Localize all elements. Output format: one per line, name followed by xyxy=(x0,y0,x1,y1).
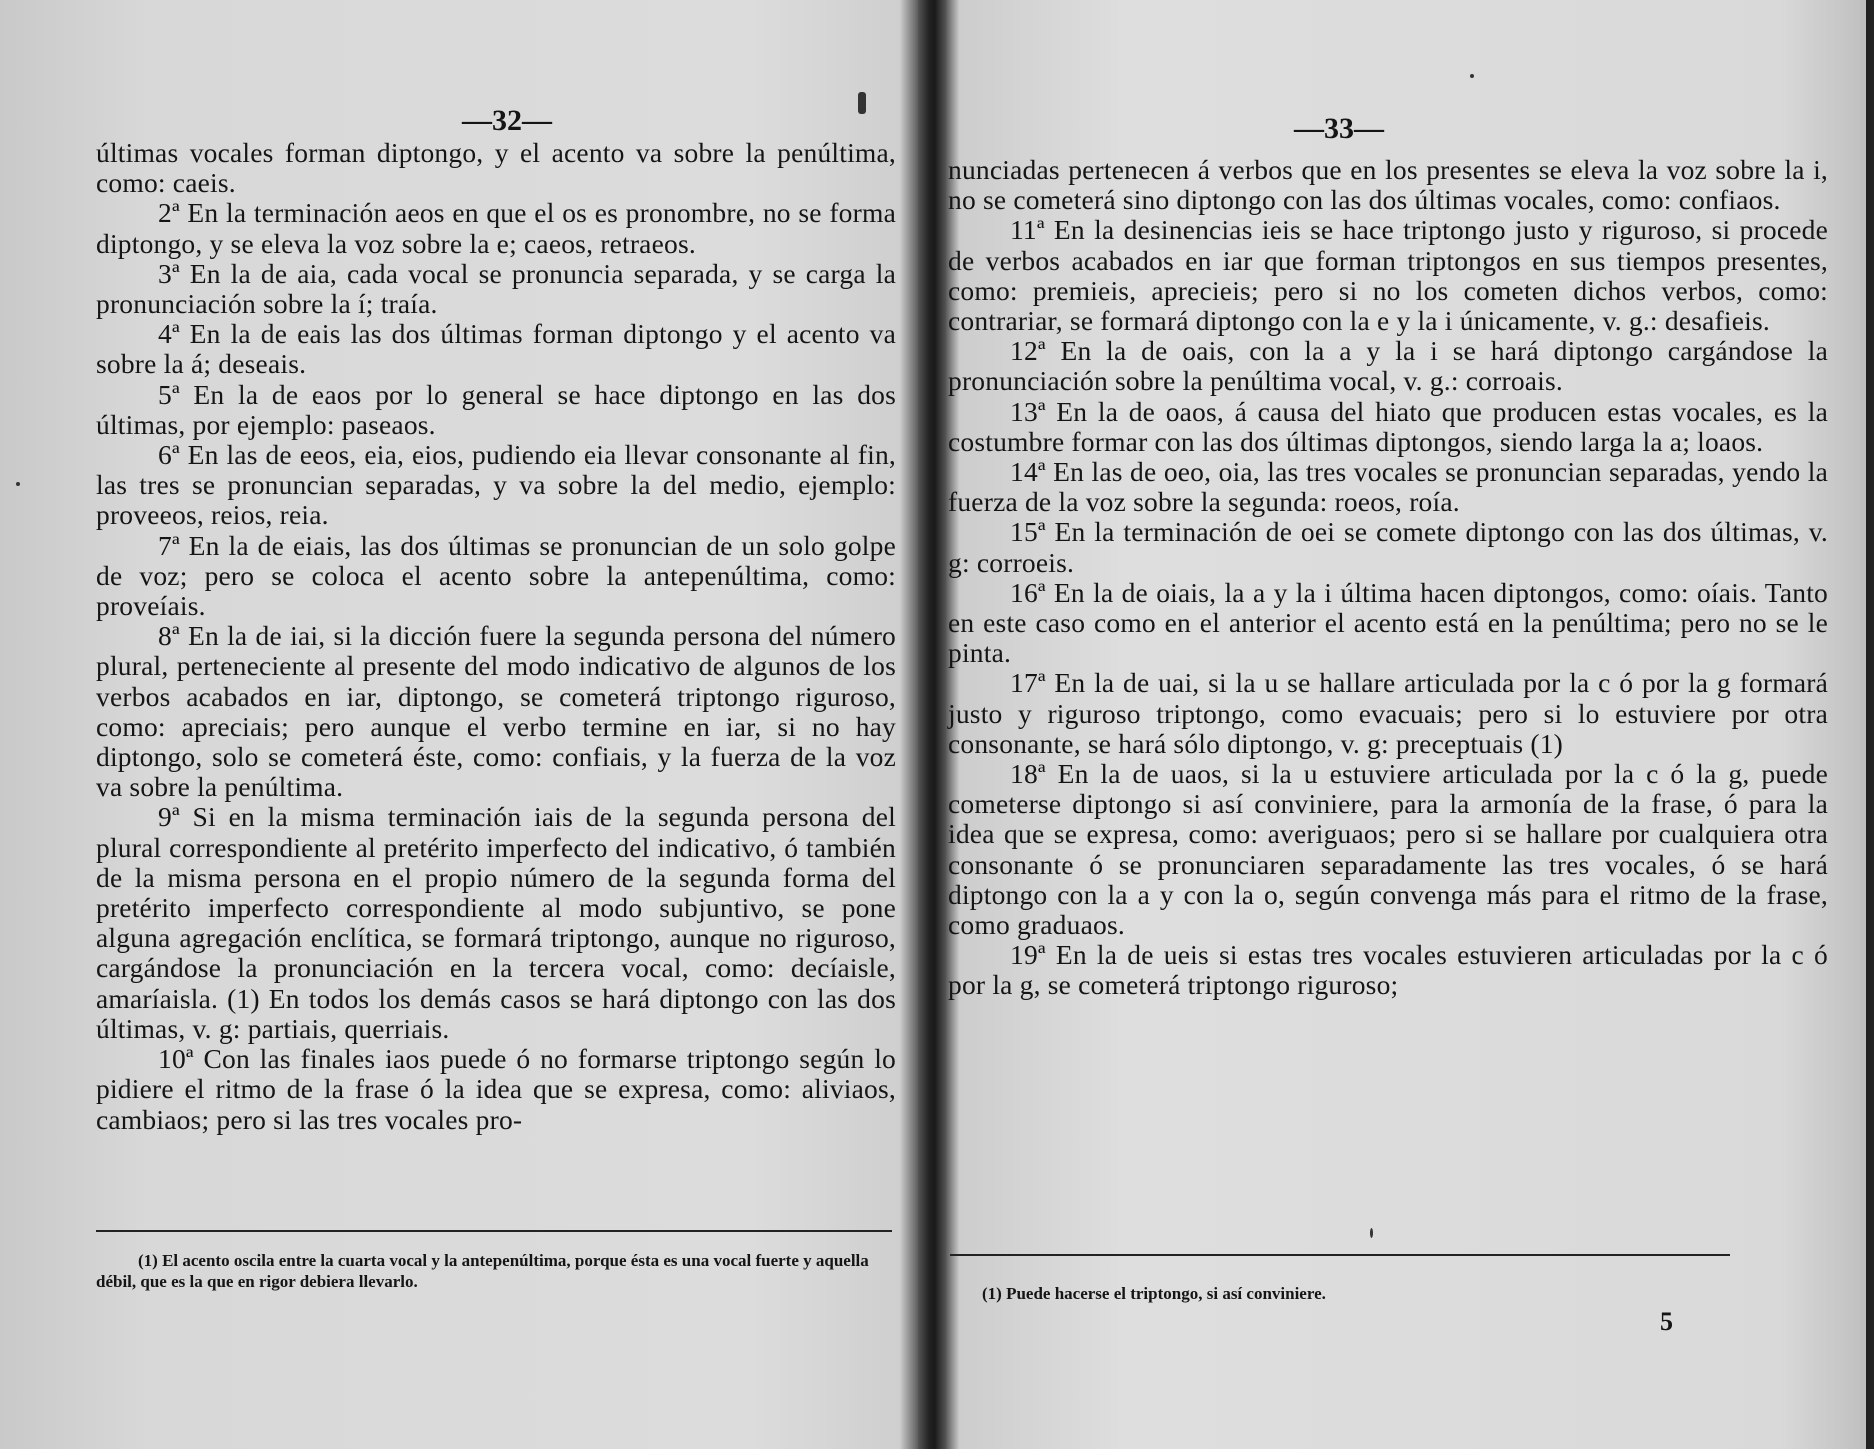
paragraph: 18ª En la de uaos, si la u estuviere articulada por la c ó la g, puede cometerse diptongo si así conviniere, para la armonía de la frase, ó para la idea que se expresa, como: averiguaos; pero si se hallare por cualquiera otra consonante ó se pronunciaren separadamente las tres vocales, ó se hará diptongo con la a y con la o, según convenga más para el ritmo de la frase, como graduaos. xyxy=(948,758,1828,941)
footnote-rule xyxy=(96,1230,892,1232)
page-number: —32— xyxy=(462,104,552,137)
page-number: —33— xyxy=(1294,112,1384,145)
paragraph: 13ª En la de oaos, á causa del hiato que producen estas vocales, es la costumbre formar con las dos últimas diptongos, siendo larga la a; loaos. xyxy=(948,395,1828,457)
paragraph: últimas vocales forman diptongo, y el acento va sobre la penúltima, como: caeis. xyxy=(96,137,896,199)
paragraph: nunciadas pertenecen á verbos que en los presentes se eleva la voz sobre la i, no se cometerá sino diptongo con las dos últimas vocales, como: confiaos. xyxy=(948,154,1828,216)
paragraph: 19ª En la de ueis si estas tres vocales estuvieren articuladas por la c ó por la g, se cometerá triptongo riguroso; xyxy=(948,939,1828,1001)
paragraph: 9ª Si en la misma terminación iais de la segunda persona del plural correspondiente al pretérito imperfecto del indicativo, ó también de la misma persona en el propio número de la segunda forma del pretérito imperfecto correspondiente al modo subjuntivo, se pone alguna agregación enclítica, se formará triptongo, aunque no riguroso, cargándose la pronunciación en la tercera vocal, como: decíaisle, amaríaisla. (1) En todos los demás casos se hará diptongo con las dos últimas, v. g: partiais, querriais. xyxy=(96,801,896,1044)
print-speck xyxy=(1470,74,1474,78)
paragraph: 16ª En la de oiais, la a y la i última hacen diptongos, como: oíais. Tanto en este caso como en el anterior el acento está en la penúltima; pero no se le pinta. xyxy=(948,576,1828,669)
paragraph: 3ª En la de aia, cada vocal se pronuncia separada, y se carga la pronunciación sobre la í; traía. xyxy=(96,257,896,320)
paragraph: 7ª En la de eiais, las dos últimas se pronuncian de un solo golpe de voz; pero se coloca el acento sobre la antepenúltima, como: proveíais. xyxy=(96,529,896,622)
page-edge-shadow xyxy=(1866,0,1874,1449)
footnote: (1) Puede hacerse el triptongo, si así conviniere. xyxy=(982,1284,1326,1303)
footnote: (1) El acento oscila entre la cuarta vocal y la antepenúltima, porque ésta es una vocal fuerte y aquella débil, que es la que en rigor debiera llevarlo. xyxy=(96,1251,869,1291)
print-speck xyxy=(16,482,20,486)
paragraph: 10ª Con las finales iaos puede ó no formarse triptongo según lo pidiere el ritmo de la frase ó la idea que se expresa, como: aliviaos, cambiaos; pero si las tres vocales pro- xyxy=(96,1043,896,1135)
paragraph: 5ª En la de eaos por lo general se hace diptongo en las dos últimas, por ejemplo: paseaos. xyxy=(96,378,896,440)
right-page xyxy=(942,0,1874,1449)
page-body xyxy=(948,155,1828,1001)
page-body xyxy=(96,138,896,1135)
paragraph: 11ª En la desinencias ieis se hace triptongo justo y riguroso, si procede de verbos acabados en iar que forman triptongos en sus tiempos presentes, como: premieis, aprecieis; pero si no los cometen dichos verbos, como: contrariar, se formará diptongo con la e y la i únicamente, v. g.: desafieis. xyxy=(948,214,1828,337)
paragraph: 15ª En la terminación de oei se comete diptongo con las dos últimas, v. g: corroeis. xyxy=(948,516,1828,578)
paragraph: 12ª En la de oais, con la a y la i se hará diptongo cargándose la pronunciación sobre la penúltima vocal, v. g.: corroais. xyxy=(948,335,1828,397)
paragraph: 8ª En la de iai, si la dicción fuere la segunda persona del número plural, perteneciente al presente del modo indicativo de algunos de los verbos acabados en iar, diptongo, se cometerá triptongo riguroso, como: apreciais; pero aunque el verbo termine en iar, si no hay diptongo, solo se cometerá éste, como: confiais, y la fuerza de la voz va sobre la penúltima. xyxy=(96,620,896,803)
paragraph: 17ª En la de uai, si la u se hallare articulada por la c ó por la g formará justo y riguroso triptongo, como evacuais; pero si lo estuviere por otra consonante, se hará sólo diptongo, v. g: preceptuais (1) xyxy=(948,667,1828,759)
left-page xyxy=(0,0,922,1449)
signature-mark: 5 xyxy=(1660,1307,1673,1336)
paragraph: 4ª En la de eais las dos últimas forman diptongo y el acento va sobre la á; deseais. xyxy=(96,318,896,380)
footnote-rule xyxy=(950,1254,1730,1256)
print-speck xyxy=(858,92,866,114)
paragraph: 6ª En las de eeos, eia, eios, pudiendo eia llevar consonante al fin, las tres se pronuncian separadas, y va sobre la del medio, ejemplo: proveeos, reios, reia. xyxy=(96,439,896,531)
paragraph: 2ª En la terminación aeos en que el os es pronombre, no se forma diptongo, y se eleva la voz sobre la e; caeos, retraeos. xyxy=(96,197,896,259)
paragraph: 14ª En las de oeo, oia, las tres vocales se pronuncian separadas, yendo la fuerza de la voz sobre la segunda: roeos, roía. xyxy=(948,456,1828,518)
print-speck xyxy=(1370,1228,1373,1238)
